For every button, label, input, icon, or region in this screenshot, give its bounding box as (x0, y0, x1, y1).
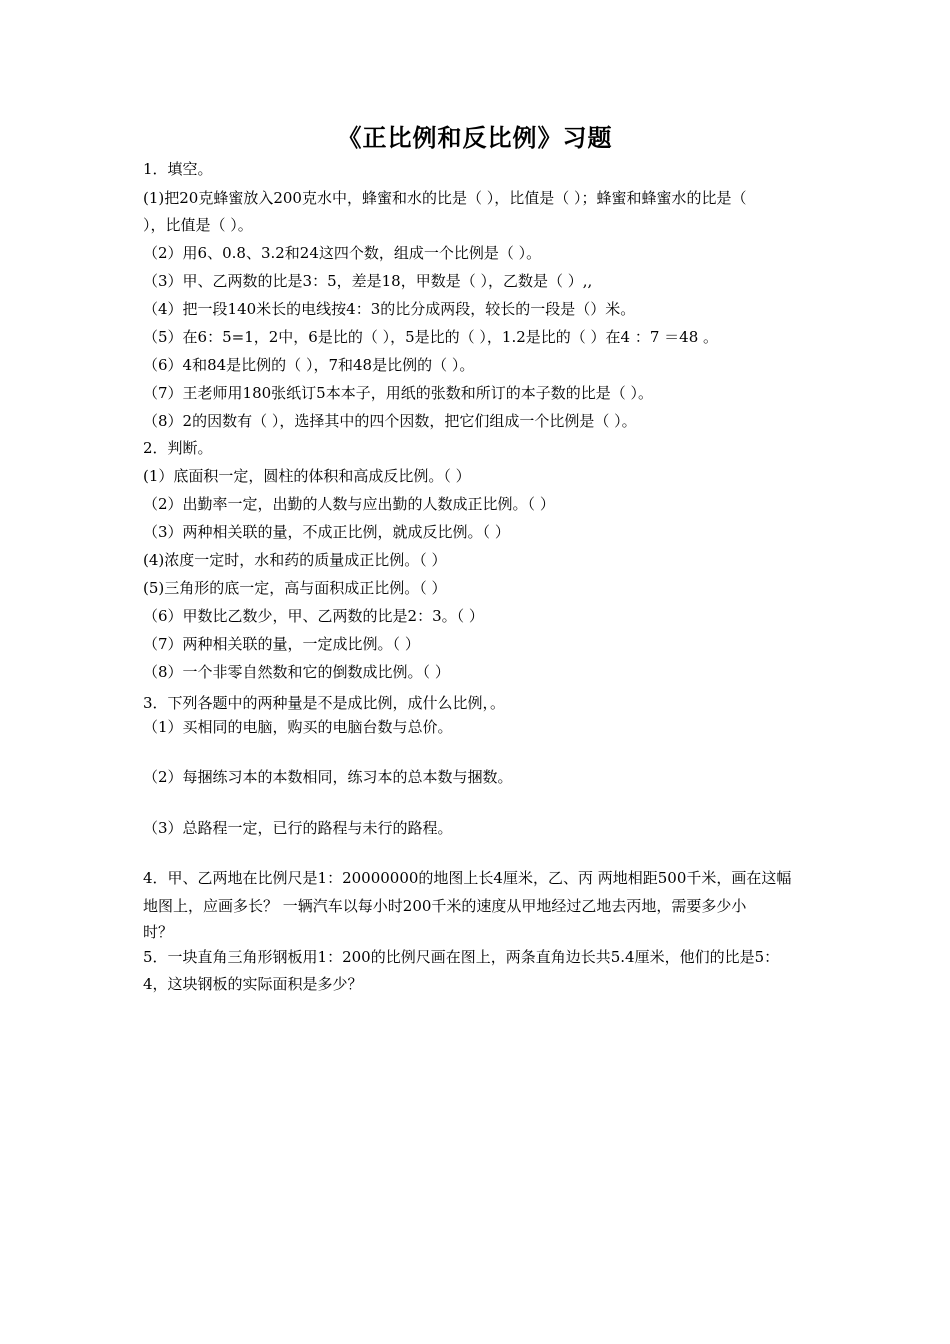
section-1-q6: （6）4和84是比例的（ ），7和48是比例的（ ）。 (143, 356, 475, 374)
section-2-heading: 2．判断。 (143, 439, 213, 457)
section-2-q4: (4)浓度一定时，水和药的质量成正比例。（ ） (143, 551, 447, 569)
section-5-line1: 5．一块直角三角形钢板用1：200的比例尺画在图上，两条直角边长共5.4厘米，他们的比是5： (143, 948, 780, 966)
section-3-heading: 3．下列各题中的两种量是不是成比例，成什么比例，。 (143, 694, 506, 712)
section-2-q6: （6）甲数比乙数少，甲、乙两数的比是2：3。（ ） (143, 607, 484, 625)
section-1-q1-line1: (1)把20克蜂蜜放入200克水中，蜂蜜和水的比是（ ），比值是（ ）；蜂蜜和蜂蜜水的比是（ (143, 189, 747, 207)
section-1-q2: （2）用6、0.8、3.2和24这四个数，组成一个比例是（ ）。 (143, 244, 542, 262)
section-1-q1-line2: ），比值是（ ）。 (143, 216, 253, 234)
section-2-q7: （7）两种相关联的量，一定成比例。（ ） (143, 635, 420, 653)
section-1-q3: （3）甲、乙两数的比是3：5，差是18，甲数是（ ），乙数是（ ）,, (143, 272, 593, 290)
section-4-line3: 时？ (143, 923, 174, 941)
section-2-q2: （2）出勤率一定，出勤的人数与应出勤的人数成正比例。（ ） (143, 495, 555, 513)
section-3-q3: （3）总路程一定，已行的路程与未行的路程。 (143, 819, 453, 837)
section-2-q5: (5)三角形的底一定，高与面积成正比例。（ ） (143, 579, 447, 597)
section-1-q7: （7）王老师用180张纸订5本本子，用纸的张数和所订的本子数的比是（ ）。 (143, 384, 653, 402)
section-2-q1: (1）底面积一定，圆柱的体积和高成反比例。（ ） (143, 467, 471, 485)
section-5-line2: 4，这块钢板的实际面积是多少？ (143, 975, 363, 993)
section-2-q3: （3）两种相关联的量，不成正比例，就成反比例。（ ） (143, 523, 510, 541)
section-4-line1: 4．甲、乙两地在比例尺是1：20000000的地图上长4厘米，乙、丙 两地相距500千米，画在这幅 (143, 869, 792, 887)
section-4-line2: 地图上，应画多长？ 一辆汽车以每小时200千米的速度从甲地经过乙地去丙地，需要多少小 (143, 897, 747, 915)
section-3-q1: （1）买相同的电脑，购买的电脑台数与总价。 (143, 718, 453, 736)
section-1-q8: （8）2的因数有（ ），选择其中的四个因数，把它们组成一个比例是（ ）。 (143, 412, 637, 430)
section-1-q5: （5）在6：5=1，2中，6是比的（ ），5是比的（ ），1.2是比的（ ）在4 ：7 ＝48 。 (143, 328, 719, 346)
section-1-q4: （4）把一段140米长的电线按4：3的比分成两段，较长的一段是（）米。 (143, 300, 636, 318)
section-1-heading: 1．填空。 (143, 160, 213, 178)
section-2-q8: （8）一个非零自然数和它的倒数成比例。（ ） (143, 663, 450, 681)
section-3-q2: （2）每捆练习本的本数相同，练习本的总本数与捆数。 (143, 768, 513, 786)
page-title: 《正比例和反比例》习题 (337, 123, 613, 152)
